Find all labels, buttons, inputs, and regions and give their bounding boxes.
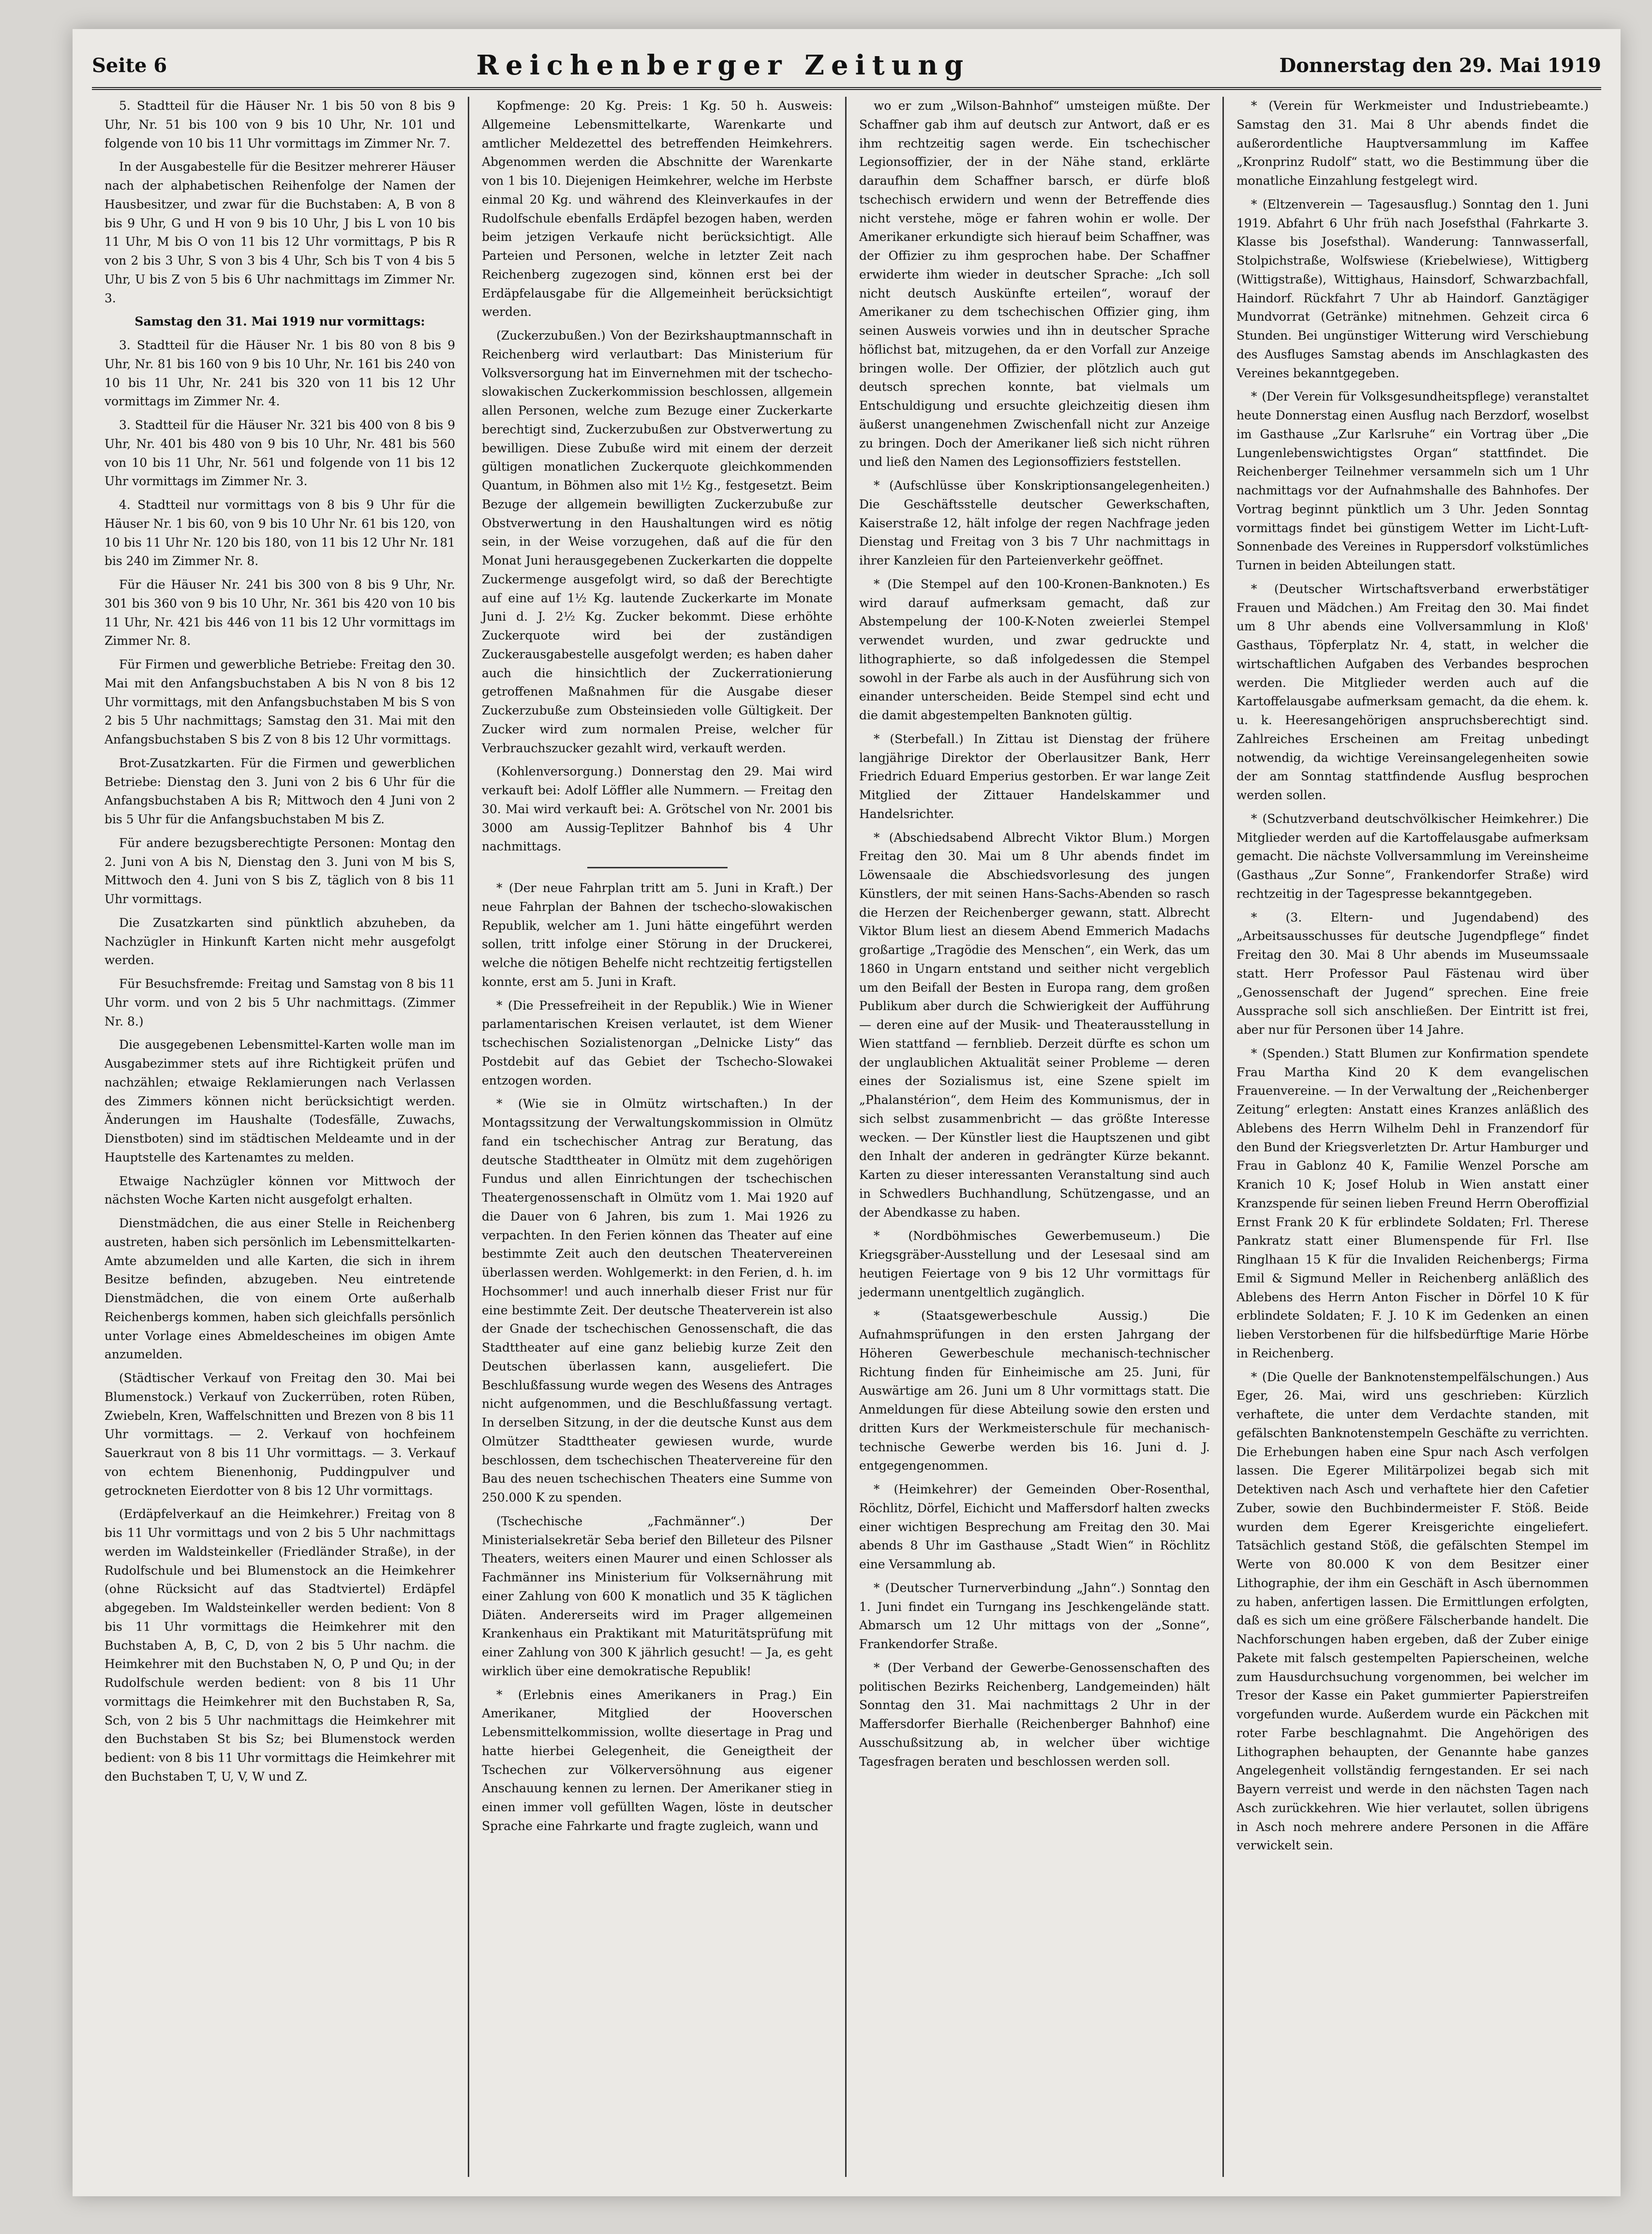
paragraph: (Tschechische „Fachmänner“.) Der Ministerialsekretär Seba berief den Billeteur des Pilsner Theaters, weiters einen Maurer und einen Schlosser als Fachmänner ins Ministerium für Volksernährung mit einer Zahlung von 600 K monatlich und 35 K täglichen Diäten. Andererseits wird im Prager allgemeinen Krankenhaus ein Praktikant mit Maturitätsprüfung mit einer Zahlung von 300 K jährlich gesucht! — Ja, es geht wirklich über eine demokratische Republik! (482, 1514, 833, 1678)
paragraph: Dienstmädchen, die aus einer Stelle in Reichenberg austreten, haben sich persönlich im Lebensmittelkarten-Amte abzumelden und alle Karten, die sich in ihrem Besitze befinden, abzugeben. Neu eintretende Dienstmädchen, die von einem Orte außerhalb Reichenbergs kommen, haben sich gleichfalls persönlich unter Vorlage eines Abmeldescheines im obigen Amte anzumelden. (104, 1216, 455, 1362)
paragraph: * (Der Verband der Gewerbe-Genossenschaften des politischen Bezirks Reichenberg, Landgemeinden) hält Sonntag den 31. Mai nachmittags 2 Uhr in der Maffersdorfer Bierhalle (Reichenberger Bahnhof) eine Ausschußsitzung ab, in welcher über wichtige Tagesfragen beraten und beschlossen werden soll. (859, 1660, 1210, 1769)
paragraph: * (Abschiedsabend Albrecht Viktor Blum.) Morgen Freitag den 30. Mai um 8 Uhr abends findet im Löwensaale die Abschiedsvorlesung des jungen Künstlers, der mit seinen Hans-Sachs-Abenden so rasch die Herzen der Reichenberger gewann, statt. Albrecht Viktor Blum liest an diesem Abend Emmerich Madachs großartige „Tragödie des Menschen“, ein Werk, das um 1860 in Ungarn entstand und seither nicht vergeblich um den Beifall der Besten in Europa rang, dem großen Publikum aber durch die Schwierigkeit der Aufführung — deren eine auf der Musik- und Theaterausstellung in Wien stattfand — fernblieb. Derzeit dürfte es schon um der unglaublichen Aktualität seiner Probleme — deren eines der Sozialismus ist, eine Szene spielt im „Phalanstérion“, dem Heim des Kommunismus, der in sich selbst zusammenbricht — das größte Interesse wecken. — Der Künstler liest die Hauptszenen und gibt den Inhalt der anderen in gedrängter Kürze bekannt. Karten zu dieser interessanten Veranstaltung sind auch in Schwedlers Buchhandlung, Schützengasse, und an der Abendkasse zu haben. (859, 830, 1210, 1220)
column-4 (1224, 97, 1601, 2177)
paragraph: * (Erlebnis eines Amerikaners in Prag.) Ein Amerikaner, Mitglied der Hooverschen Lebensmittelkommission, wollte diesertage in Prag und hatte hierbei Gelegenheit, die Geneigtheit der Tschechen zur Völkerversöhnung aus eigener Anschauung kennen zu lernen. Der Amerikaner stieg in einen immer voll gefüllten Wagen, löste in deutscher Sprache eine Fahrkarte und fragte zugleich, wann und (482, 1687, 833, 1833)
paragraph: * (Deutscher Wirtschaftsverband erwerbstätiger Frauen und Mädchen.) Am Freitag den 30. Mai findet um 8 Uhr abends eine Vollversammlung in Kloß' Gasthaus, Töpferplatz Nr. 4, statt, in welcher die wirtschaftlichen Aufgaben des Verbandes besprochen werden. Die Mitglieder werden auch auf die Kartoffelausgabe aufmerksam gemacht, da die ehem. k. u. k. Heeresangehörigen anspruchsberechtigt sind. Zahlreiches Erscheinen am Freitag unbedingt notwendig, da wichtige Vereinsangelegenheiten sowie der am Sonntag stattfindende Ausflug besprochen werden sollen. (1236, 581, 1589, 802)
paragraph: (Städtischer Verkauf von Freitag den 30. Mai bei Blumenstock.) Verkauf von Zuckerrüben, roten Rüben, Zwiebeln, Kren, Waffelschnitten und Brezen von 8 bis 11 Uhr vormittags. — 2. Verkauf von hochfeinem Sauerkraut von 8 bis 11 Uhr vormittags. — 3. Verkauf von echtem Bienenhonig, Puddingpulver und getrockneten Eierdotter von 8 bis 12 Uhr vormittags. (104, 1371, 455, 1498)
paragraph: In der Ausgabestelle für die Besitzer mehrerer Häuser nach der alphabetischen Reihenfolge der Namen der Hausbesitzer, und zwar für die Buchstaben: A, B von 8 bis 9 Uhr, G und H von 9 bis 10 Uhr, J bis L von 10 bis 11 Uhr, M bis O von 11 bis 12 Uhr vormittags, P bis R von 2 bis 3 Uhr, S von 3 bis 4 Uhr, Sch bis T von 4 bis 5 Uhr, U bis Z von 5 bis 6 Uhr nachmittags im Zimmer Nr. 3. (104, 160, 455, 305)
section-divider (587, 867, 728, 868)
newspaper-page (73, 29, 1621, 2196)
paragraph: (Zuckerzubußen.) Von der Bezirkshauptmannschaft in Reichenberg wird verlautbart: Das Ministerium für Volksversorgung hat im Einvernehmen mit der tschecho-slowakischen Zuckerkommission beschlossen, allgemein allen Personen, welche zum Bezuge einer Zuckerkarte berechtigt sind, Zuckerzubußen zur Obstverwertung zu bewilligen. Diese Zubuße wird mit einem der derzeit gültigen monatlichen Zuckerquote gleichkommenden Quantum, in Böhmen also mit 1½ Kg., festgesetzt. Beim Bezuge der allgemein bewilligten Zuckerzubuße zur Obstverwertung in den Haushaltungen wird es nötig sein, in der Weise vorzugehen, daß auf die für den Monat Juni herausgegebenen Zuckerkarten die doppelte Zuckermenge ausgefolgt wird, so daß der Berechtigte auf eine auf 1½ Kg. lautende Zuckerkarte im Monate Juni d. J. 2½ Kg. Zucker bekommt. Diese erhöhte Zuckerquote wird bei der zuständigen Zuckerausgabestelle ausgefolgt werden; es haben daher auch die hinsichtlich der Zuckerrationierung getroffenen Maßnahmen für die Ausgabe dieser Zuckerzubuße zum Obsteinsieden volle Gültigkeit. Der Zucker wird zum normalen Preise, welcher für Verbrauchszucker gezahlt wird, verkauft werden. (482, 328, 833, 755)
paragraph: * (Aufschlüsse über Konskriptionsangelegenheiten.) Die Geschäftsstelle deutscher Gewerkschaften, Kaiserstraße 12, hält infolge der regen Nachfrage jeden Dienstag und Freitag von 3 bis 7 Uhr nachmittags in ihrer Kanzleien für den Parteienverkehr geöffnet. (859, 478, 1210, 567)
paragraph: Die ausgegebenen Lebensmittel-Karten wolle man im Ausgabezimmer stets auf ihre Richtigkeit prüfen und nachzählen; etwaige Reklamierungen nach Verlassen des Zimmers können nicht berücksichtigt werden. Änderungen im Haushalte (Todesfälle, Zuwachs, Dienstboten) sind im städtischen Meldeamte und in der Hauptstelle des Kartenamtes zu melden. (104, 1038, 455, 1164)
paragraph: * (Die Pressefreiheit in der Republik.) Wie in Wiener parlamentarischen Kreisen verlautet, ist dem Wiener tschechischen Sozialistenorgan „Delnicke Listy“ das Postdebit auf das Gebiet der Tschecho-Slowakei entzogen worden. (482, 998, 833, 1087)
paragraph: Für andere bezugsberechtigte Personen: Montag den 2. Juni von A bis N, Dienstag den 3. Juni von M bis S, Mittwoch den 4. Juni von S bis Z, täglich von 8 bis 11 Uhr vormittags. (104, 835, 455, 906)
paragraph: * (Der Verein für Volksgesundheitspflege) veranstaltet heute Donnerstag einen Ausflug nach Berzdorf, woselbst im Gasthause „Zur Karlsruhe“ ein Vortrag über „Die Lungenlebenswichtigstes Organ“ stattfindet. Die Reichenberger Teilnehmer versammeln sich um 1 Uhr nachmittags vor der Aufnahmshalle des Bahnhofes. Der Vortrag beginnt pünktlich um 3 Uhr. Jeden Sonntag vormittags findet bei günstigem Wetter im Licht-Luft-Sonnenbade des Vereines in Ruppersdorf volkstümliches Turnen in beiden Abteilungen statt. (1236, 389, 1589, 572)
running-header (92, 44, 1601, 90)
paragraph: * (Der neue Fahrplan tritt am 5. Juni in Kraft.) Der neue Fahrplan der Bahnen der tschecho-slowakischen Republik, welcher am 1. Juni hätte eingeführt werden sollen, tritt infolge einer Störung in der Druckerei, welche die nötigen Behelfe nicht rechtzeitig fertigstellen konnte, erst am 5. Juni in Kraft. (482, 881, 833, 989)
paragraph: * (Die Quelle der Banknotenstempelfälschungen.) Aus Eger, 26. Mai, wird uns geschrieben: Kürzlich verhaftete, die unter dem Verdachte standen, mit gefälschten Banknotenstempeln Geschäfte zu verrichten. Die Erhebungen haben eine Spur nach Asch verfolgen lassen. Die Egerer Militärpolizei begab sich mit Detektiven nach Asch und verhaftete hier den Cafetier Zuber, sowie den Buchbindermeister F. Stöß. Beide wurden dem Egerer Kreisgerichte eingeliefert. Tatsächlich gestand Stöß, die gefälschten Stempel im Werte von 80.000 K von dem Besitzer einer Lithographie, der ihm ein Geschäft in Asch übernommen zu haben, anfertigen lassen. Die Ermittlungen erfolgten, daß es sich um eine größere Fälscherbande handelt. Die Nachforschungen haben ergeben, daß der Zuber einige Pakete mit falsch gestempelten Papierscheinen, welche zum Hausdurchsuchung vorgenommen, bei welcher im Tresor der Kasse ein Paket gummierter Papierstreifen vorgefunden wurde. Außerdem wurde ein Päckchen mit roter Farbe beschlagnahmt. Die Angehörigen des Lithographen behaupten, der Genannte habe ganzes Angelegenheit vollständig ferngestanden. Er sei nach Bayern verreist und werde in den nächsten Tagen nach Asch zurückkehren. Wie hier verlautet, sollen übrigens in Asch noch mehrere andere Personen in die Affäre verwickelt sein. (1236, 1370, 1589, 1853)
paragraph: * (Nordböhmisches Gewerbemuseum.) Die Kriegsgräber-Ausstellung und der Lesesaal sind am heutigen Feiertage von 9 bis 12 Uhr vormittags für jedermann unentgeltlich zugänglich. (859, 1229, 1210, 1299)
paragraph: Etwaige Nachzügler können vor Mittwoch der nächsten Woche Karten nicht ausgefolgt erhalten. (104, 1174, 455, 1207)
paragraph: (Erdäpfelverkauf an die Heimkehrer.) Freitag von 8 bis 11 Uhr vormittags und von 2 bis 5 Uhr nachmittags werden im Waldsteinkeller (Friedländer Straße), in der Rudolfschule und bei Blumenstock an die Heimkehrer (ohne Rücksicht auf das Stadtviertel) Erdäpfel abgegeben. Im Waldsteinkeller werden bedient: Von 8 bis 11 Uhr vormittags die Heimkehrer mit den Buchstaben A, B, C, D, von 2 bis 5 Uhr nachm. die Heimkehrer mit den Buchstaben N, O, P und Qu; in der Rudolfschule werden bedient: von 8 bis 11 Uhr vormittags die Heimkehrer mit den Buchstaben R, Sa, Sch, von 2 bis 5 Uhr nachmittags die Heimkehrer mit den Buchstaben St bis Sz; bei Blumenstock werden bedient: von 8 bis 11 Uhr vormittags die Heimkehrer mit den Buchstaben T, U, V, W und Z. (104, 1507, 455, 1784)
paragraph: Brot-Zusatzkarten. Für die Firmen und gewerblichen Betriebe: Dienstag den 3. Juni von 2 bis 6 Uhr für die Anfangsbuchstaben A bis R; Mittwoch den 4 Juni von 2 bis 5 Uhr für die Anfangsbuchstaben M bis Z. (104, 756, 455, 826)
columns (92, 97, 1601, 2177)
paragraph: * (Die Stempel auf den 100-Kronen-Banknoten.) Es wird darauf aufmerksam gemacht, daß zur Abstempelung der 100-K-Noten zweierlei Stempel verwendet wurden, und zwar gedruckte und lithographierte, so daß infolgedessen die Stempel sowohl in der Farbe als auch in der Ausführung sich von einander unterscheiden. Beide Stempel sind echt und die damit abgestempelten Banknoten gültig. (859, 577, 1210, 722)
paragraph-heading: Samstag den 31. Mai 1919 nur vormittags: (134, 314, 425, 329)
paragraph: * (Eltzenverein — Tagesausflug.) Sonntag den 1. Juni 1919. Abfahrt 6 Uhr früh nach Josefsthal (Fahrkarte 3. Klasse bis Josefsthal). Wanderung: Tannwasserfall, Stolpichstraße, Wolfswiese (Kriebelwiese), Wittigberg (Wittigstraße), Wittighaus, Hainsdorf, Schwarzbachfall, Haindorf. Rückfahrt 7 Uhr ab Haindorf. Ganztägiger Mundvorrat (Getränke) mitnehmen. Gehzeit circa 6 Stunden. Bei ungünstiger Witterung wird Verschiebung des Ausfluges Samstag abends im Anschlagkasten des Vereines bekanntgegeben. (1236, 197, 1589, 380)
paragraph: * (Sterbefall.) In Zittau ist Dienstag der frühere langjährige Direktor der Oberlausitzer Bank, Herr Friedrich Eduard Emperius gestorben. Er war lange Zeit Mitglied der Zittauer Handelskammer und Handelsrichter. (859, 731, 1210, 821)
paragraph: 3. Stadtteil für die Häuser Nr. 1 bis 80 von 8 bis 9 Uhr, Nr. 81 bis 160 von 9 bis 10 Uhr, Nr. 161 bis 240 von 10 bis 11 Uhr, Nr. 241 bis 320 von 11 bis 12 Uhr vormittags im Zimmer Nr. 4. (104, 338, 455, 409)
paragraph: wo er zum „Wilson-Bahnhof“ umsteigen müßte. Der Schaffner gab ihm auf deutsch zur Antwort, daß er es ihm rechtzeitig sagen werde. Ein tschechischer Legionsoffizier, der in der Nähe stand, erklärte daraufhin dem Schaffner barsch, er dürfe bloß tschechisch erwidern und wenn der Betreffende dies nicht verstehe, möge er fahren wohin er wolle. Der Amerikaner erkundigte sich hierauf beim Schaffner, was der Offizier zu ihm gesprochen habe. Der Schaffner erwiderte ihm wieder in deutscher Sprache: „Ich soll nicht deutsch Auskünfte erteilen“, worauf der Amerikaner zu dem tschechischen Offizier ging, ihm seinen Ausweis vorwies und ihn in deutscher Sprache höflichst bat, mitzugehen, da er den Vorfall zur Anzeige bringen wolle. Der Offizier, der plötzlich auch gut deutsch sprechen konnte, bat vielmals um Entschuldigung und ersuchte gleichzeitig diesen ihm äußerst unangenehmen Zwischenfall nicht zur Anzeige zu bringen. Doch der Amerikaner ließ sich nicht rühren und ließ den Namen des Legionsoffiziers feststellen. (859, 99, 1210, 469)
paragraph: Für Besuchsfremde: Freitag und Samstag von 8 bis 11 Uhr vorm. und von 2 bis 5 Uhr nachmittags. (Zimmer Nr. 8.) (104, 977, 455, 1028)
column-1 (92, 97, 469, 2177)
paragraph: * (Schutzverband deutschvölkischer Heimkehrer.) Die Mitglieder werden auf die Kartoffelausgabe aufmerksam gemacht. Die nächste Vollversammlung im Vereinsheime (Gasthaus „Zur Sonne“, Frankendorfer Straße) wird rechtzeitig in der Tagespresse bekanntgegeben. (1236, 811, 1589, 901)
paragraph: (Kohlenversorgung.) Donnerstag den 29. Mai wird verkauft bei: Adolf Löffler alle Nummern. — Freitag den 30. Mai wird verkauft bei: A. Grötschel von Nr. 2001 bis 3000 am Aussig-Teplitzer Bahnhof bis 4 Uhr nachmittags. (482, 764, 833, 854)
paragraph: 5. Stadtteil für die Häuser Nr. 1 bis 50 von 8 bis 9 Uhr, Nr. 51 bis 100 von 9 bis 10 Uhr, Nr. 101 und folgende von 10 bis 11 Uhr vormittags im Zimmer Nr. 7. (104, 99, 455, 150)
paragraph: 4. Stadtteil nur vormittags von 8 bis 9 Uhr für die Häuser Nr. 1 bis 60, von 9 bis 10 Uhr Nr. 61 bis 120, von 10 bis 11 Uhr Nr. 120 bis 180, von 11 bis 12 Uhr Nr. 181 bis 240 im Zimmer Nr. 8. (104, 498, 455, 568)
column-3 (847, 97, 1224, 2177)
paragraph: * (Wie sie in Olmütz wirtschaften.) In der Montagssitzung der Verwaltungskommission in Olmütz fand ein tschechischer Antrag zur Beratung, das deutsche Stadttheater in Olmütz mit dem zugehörigen Fundus und allen Einrichtungen der tschechischen Theatergenossenschaft in Olmütz vom 1. Mai 1920 auf die Dauer von 6 Jahren, bis zum 1. Mai 1926 zu verpachten. In den Ferien können das Theater auf eine bestimmte Zeit auch den deutschen Theatervereinen überlassen werden. Wohlgemerkt: in den Ferien, d. h. im Hochsommer! und auch innerhalb dieser Frist nur für eine bestimmte Zeit. Der deutsche Theaterverein ist also der Gnade der tschechischen Genossenschaft, die das Stadttheater auf eine ganz beliebig kurze Zeit den Deutschen überlassen kann, ausgeliefert. Die Beschlußfassung wurde wegen des Wesens des Antrages nicht aufgenommen, und die Beschlußfassung vertagt. In derselben Sitzung, in der die deutsche Kunst aus dem Olmützer Stadttheater gewiesen wurde, wurde beschlossen, dem tschechischen Theatervereine für den Bau des neuen tschechischen Theaters eine Summe von 250.000 K zu spenden. (482, 1097, 833, 1504)
paragraph: * (Heimkehrer) der Gemeinden Ober-Rosenthal, Röchlitz, Dörfel, Eichicht und Maffersdorf halten zwecks einer wichtigen Besprechung am Freitag den 30. Mai abends 8 Uhr im Gasthause „Stadt Wien“ in Röchlitz eine Versammlung ab. (859, 1482, 1210, 1571)
paragraph: Kopfmenge: 20 Kg. Preis: 1 Kg. 50 h. Ausweis: Allgemeine Lebensmittelkarte, Warenkarte und amtlicher Meldezettel des betreffenden Heimkehrers. Abgenommen werden die Abschnitte der Warenkarte von 1 bis 10. Diejenigen Heimkehrer, welche im Herbste einmal 20 Kg. und während des Kleinverkaufes in der Rudolfschule ebenfalls Erdäpfel bezogen haben, werden beim jetzigen Verkaufe nicht berücksichtigt. Alle Parteien und Personen, welche in letzter Zeit nach Reichenberg zugezogen sind, können erst bei der Erdäpfelausgabe für die Allgemeinheit berücksichtigt werden. (482, 99, 833, 319)
page-number: Seite 6 (92, 54, 167, 77)
paragraph: * (Staatsgewerbeschule Aussig.) Die Aufnahmsprüfungen in den ersten Jahrgang der Höheren Gewerbeschule mechanisch-technischer Richtung finden für Einheimische am 25. Juni, für Auswärtige am 26. Juni um 8 Uhr vormittags statt. Die Anmeldungen für diese Abteilung sowie den ersten und dritten Kurs der Werkmeisterschule für mechanisch-technische Gewerbe werden bis 16. Juni d. J. entgegengenommen. (859, 1309, 1210, 1473)
paragraph: Für Firmen und gewerbliche Betriebe: Freitag den 30. Mai mit den Anfangsbuchstaben A bis N von 8 bis 12 Uhr vormittags, mit den Anfangsbuchstaben M bis S von 2 bis 5 Uhr nachmittags; Samstag den 31. Mai mit den Anfangsbuchstaben S bis Z von 8 bis 12 Uhr vormittags. (104, 657, 455, 746)
paragraph: Die Zusatzkarten sind pünktlich abzuheben, da Nachzügler in Hinkunft Karten nicht mehr ausgefolgt werden. (104, 915, 455, 968)
issue-date: Donnerstag den 29. Mai 1919 (1279, 54, 1601, 77)
paragraph: * (Spenden.) Statt Blumen zur Konfirmation spendete Frau Martha Kind 20 K dem evangelischen Frauenvereine. — In der Verwaltung der „Reichenberger Zeitung“ erlegten: Anstatt eines Kranzes anläßlich des Ablebens des Herrn Wilhelm Dehl in Franzendorf für den Bund der Kriegsverletzten Dr. Artur Hamburger und Frau in Gablonz 40 K, Familie Wenzel Porsche am Kranich 10 K; Josef Holub in Wien anstatt einer Kranzspende für seinen lieben Freund Herrn Oberoffizial Ernst Frank 20 K für erblindete Soldaten; Frl. Therese Pankratz statt einer Blumenspende für Frl. Ilse Ringlhaan 15 K für die Invaliden Reichenbergs; Firma Emil & Sigmund Meller in Reichenberg anläßlich des Ablebens des Herrn Anton Fischer in Dörfel 10 K für erblindete Soldaten; F. J. 10 K im Gedenken an einen lieben Verstorbenen für die hilfsbedürftige Marie Hörbe in Reichenberg. (1236, 1046, 1589, 1360)
column-2 (469, 97, 847, 2177)
paragraph: * (Verein für Werkmeister und Industriebeamte.) Samstag den 31. Mai 8 Uhr abends findet die außerordentliche Hauptversammlung im Kaffee „Kronprinz Rudolf“ statt, wo die Bestimmung über die monatliche Einzahlung festgelegt wird. (1236, 99, 1589, 188)
paragraph: * (3. Eltern- und Jugendabend) des „Arbeitsausschusses für deutsche Jugendpflege“ findet Freitag den 30. Mai 8 Uhr abends im Museumssaale statt. Herr Professor Paul Fästenau wird über „Genossenschaft der Jugend“ sprechen. Eine freie Aussprache soll sich anschließen. Der Eintritt ist frei, aber nur für Personen über 14 Jahre. (1236, 910, 1589, 1037)
newspaper-title: Reichenberger Zeitung (476, 49, 970, 81)
paragraph: 3. Stadtteil für die Häuser Nr. 321 bis 400 von 8 bis 9 Uhr, Nr. 401 bis 480 von 9 bis 10 Uhr, Nr. 481 bis 560 von 10 bis 11 Uhr, Nr. 561 und folgende von 11 bis 12 Uhr vormittags im Zimmer Nr. 3. (104, 418, 455, 489)
paragraph: Für die Häuser Nr. 241 bis 300 von 8 bis 9 Uhr, Nr. 301 bis 360 von 9 bis 10 Uhr, Nr. 361 bis 420 von 10 bis 11 Uhr, Nr. 421 bis 446 von 11 bis 12 Uhr vormittags im Zimmer Nr. 8. (104, 578, 455, 648)
paragraph: * (Deutscher Turnerverbindung „Jahn“.) Sonntag den 1. Juni findet ein Turngang ins Jeschkengelände statt. Abmarsch um 12 Uhr mittags von der „Sonne“, Frankendorfer Straße. (859, 1580, 1210, 1651)
